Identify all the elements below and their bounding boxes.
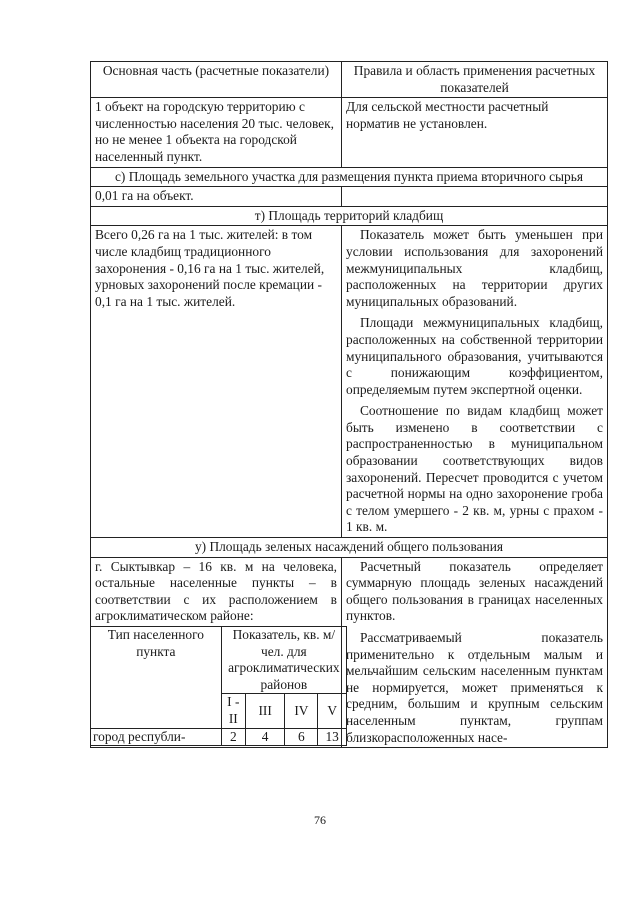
- section-t-title: т) Площадь территорий кладбищ: [91, 206, 608, 226]
- section-u-left-text: г. Сыктывкар – 16 кв. м на человека, остальные населенные пункты – в соответствии с их расположением в агроклиматическом районе:: [95, 558, 337, 624]
- section-t-right: [342, 226, 608, 538]
- district-3: III: [245, 694, 285, 728]
- section-u-right: [342, 557, 608, 748]
- paragraph: Рассматриваемый показатель применительно к отдельным малым и мельчайшим сельским населенным пунктам не нормируется, может применяться к средним, большим и крупным сельским населенным пунктам, группам близкорасположенных насе-: [346, 630, 603, 745]
- header-rules: Правила и область применения расчетных показателей: [342, 62, 608, 98]
- row1-right: Для сельской местности расчетный норматив не установлен.: [342, 98, 608, 167]
- section-c-right: [342, 187, 608, 207]
- header-main-part: Основная часть (расчетные показатели): [91, 62, 342, 98]
- paragraph: Площади межмуниципальных кладбищ, расположенных на собственной территории муниципального образования, учитываются с понижающим коэффициентом, определяемым путем экспертной оценки.: [346, 315, 603, 397]
- table-header-row: [91, 62, 608, 98]
- section-u-left: [91, 557, 342, 748]
- table-row: [91, 187, 608, 207]
- section-u-title-row: [91, 538, 608, 558]
- table-row: [91, 98, 608, 167]
- paragraph: Соотношение по видам кладбищ может быть изменено в соответствии с распространенностью в муниципальном образовании соответствующих видов захоронений. Пересчет проводится с учетом расчетной нормы на одно захоронение гроба с телом умершего - 2 кв. м, урны с прахом - 1 кв. м.: [346, 403, 603, 535]
- section-c-title: с) Площадь земельного участка для размещения пункта приема вторичного сырья: [91, 167, 608, 187]
- inner-type-header: Тип населенного пункта: [91, 627, 222, 729]
- row1-left: 1 объект на городскую территорию с численностью населения 20 тыс. человек, но не менее 1 объекта на городской населенный пункт.: [91, 98, 342, 167]
- section-c-left: 0,01 га на объект.: [91, 187, 342, 207]
- section-c-title-row: [91, 167, 608, 187]
- inner-value-4: 13: [318, 728, 347, 746]
- inner-value-1: 2: [221, 728, 245, 746]
- section-u-title: у) Площадь зеленых насаждений общего пользования: [91, 538, 608, 558]
- district-4: IV: [285, 694, 318, 728]
- inner-value-3: 6: [285, 728, 318, 746]
- table-row: [91, 557, 608, 748]
- district-5: V: [318, 694, 347, 728]
- inner-row-label: город республи-: [91, 728, 222, 746]
- district-1-2: I - II: [221, 694, 245, 728]
- table-row: [91, 226, 608, 538]
- page-number: 76: [314, 813, 326, 827]
- norms-table: [90, 61, 608, 748]
- paragraph: Расчетный показатель определяет суммарную площадь зеленых насаждений общего пользования в границах населенных пунктов.: [346, 558, 603, 624]
- paragraph: Показатель может быть уменьшен при условии использования для захоронений межмуниципальных кладбищ, расположенных на территории других муниципальных образований.: [346, 227, 603, 309]
- section-t-left: Всего 0,26 га на 1 тыс. жителей: в том числе кладбищ традиционного захоронения - 0,16 га на 1 тыс. жителей, урновых захоронений после кремации - 0,1 га на 1 тыс. жителей.: [91, 226, 342, 538]
- green-areas-table: [90, 626, 347, 746]
- inner-indicator-header: Показатель, кв. м/чел. для агроклиматических районов: [221, 627, 346, 694]
- section-t-title-row: [91, 206, 608, 226]
- inner-value-2: 4: [245, 728, 285, 746]
